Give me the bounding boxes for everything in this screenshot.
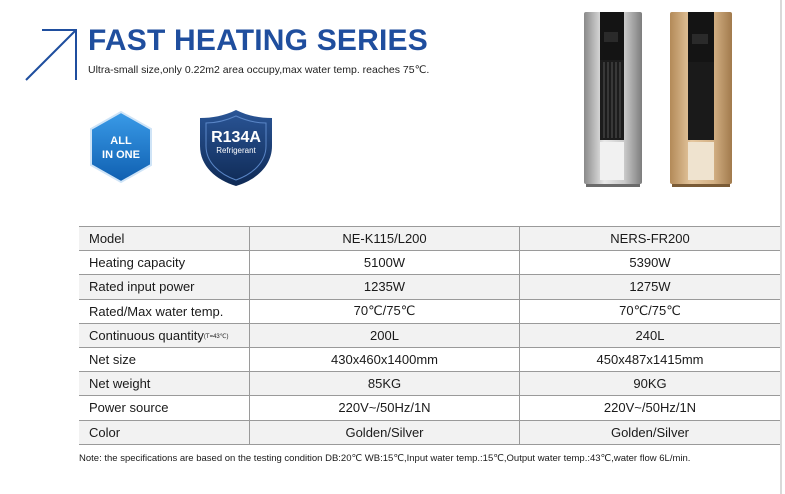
- row-label-heating-capacity: Heating capacity: [79, 251, 250, 275]
- badge-all-text: ALL: [110, 135, 132, 147]
- row-label-net-size: Net size: [79, 347, 250, 371]
- continuous-quantity-value-1: 200L: [250, 323, 520, 347]
- net-size-value-1: 430x460x1400mm: [250, 347, 520, 371]
- footnote: Note: the specifications are based on the testing condition DB:20℃ WB:15℃,Input water temp.:15℃,Output water temp.:43℃,water flow 6L/min.: [79, 453, 691, 464]
- color-value-1: Golden/Silver: [250, 420, 520, 444]
- row-label-color: Color: [79, 420, 250, 444]
- table-row: [79, 251, 780, 275]
- model-value-2: NERS-FR200: [520, 227, 781, 251]
- right-border-line: [780, 0, 782, 494]
- table-row: [79, 347, 780, 371]
- continuous-quantity-note: (T=43℃): [203, 333, 229, 340]
- continuous-quantity-text: Continuous quantity: [89, 327, 204, 343]
- page-subtitle: Ultra-small size,only 0.22m2 area occupy,max water temp. reaches 75℃.: [88, 64, 430, 76]
- row-label-net-weight: Net weight: [79, 372, 250, 396]
- table-row: [79, 323, 780, 347]
- all-in-one-badge: [88, 110, 154, 184]
- rated-input-power-value-2: 1275W: [520, 275, 781, 299]
- row-label-model: Model: [79, 227, 250, 251]
- continuous-quantity-value-2: 240L: [520, 323, 781, 347]
- table-row: [79, 227, 780, 251]
- badge-in-one-text: IN ONE: [102, 149, 140, 161]
- model-value-1: NE-K115/L200: [250, 227, 520, 251]
- power-source-value-2: 220V~/50Hz/1N: [520, 396, 781, 420]
- row-label-rated-input-power: Rated input power: [79, 275, 250, 299]
- row-label-continuous-quantity: [79, 323, 250, 347]
- rated-input-power-value-1: 1235W: [250, 275, 520, 299]
- badge-r134a-text: R134A: [211, 129, 261, 146]
- table-row: [79, 396, 780, 420]
- table-row: [79, 420, 780, 444]
- badge-refrigerant-text: Refrigerant: [216, 146, 256, 155]
- arrow-corner-icon: [24, 28, 78, 82]
- table-row: [79, 372, 780, 396]
- r134a-shield-badge: [198, 108, 274, 188]
- heating-capacity-value-2: 5390W: [520, 251, 781, 275]
- heating-capacity-value-1: 5100W: [250, 251, 520, 275]
- row-label-power-source: Power source: [79, 396, 250, 420]
- color-value-2: Golden/Silver: [520, 420, 781, 444]
- page-title: FAST HEATING SERIES: [88, 24, 428, 57]
- water-temp-value-1: 70℃/75℃: [250, 299, 520, 323]
- row-label-water-temp: Rated/Max water temp.: [79, 299, 250, 323]
- table-row: [79, 299, 780, 323]
- power-source-value-1: 220V~/50Hz/1N: [250, 396, 520, 420]
- product-image-golden: [668, 10, 734, 188]
- net-size-value-2: 450x487x1415mm: [520, 347, 781, 371]
- table-row: [79, 275, 780, 299]
- water-temp-value-2: 70℃/75℃: [520, 299, 781, 323]
- spec-table: [79, 226, 780, 445]
- net-weight-value-2: 90KG: [520, 372, 781, 396]
- product-image-silver: [582, 10, 644, 188]
- net-weight-value-1: 85KG: [250, 372, 520, 396]
